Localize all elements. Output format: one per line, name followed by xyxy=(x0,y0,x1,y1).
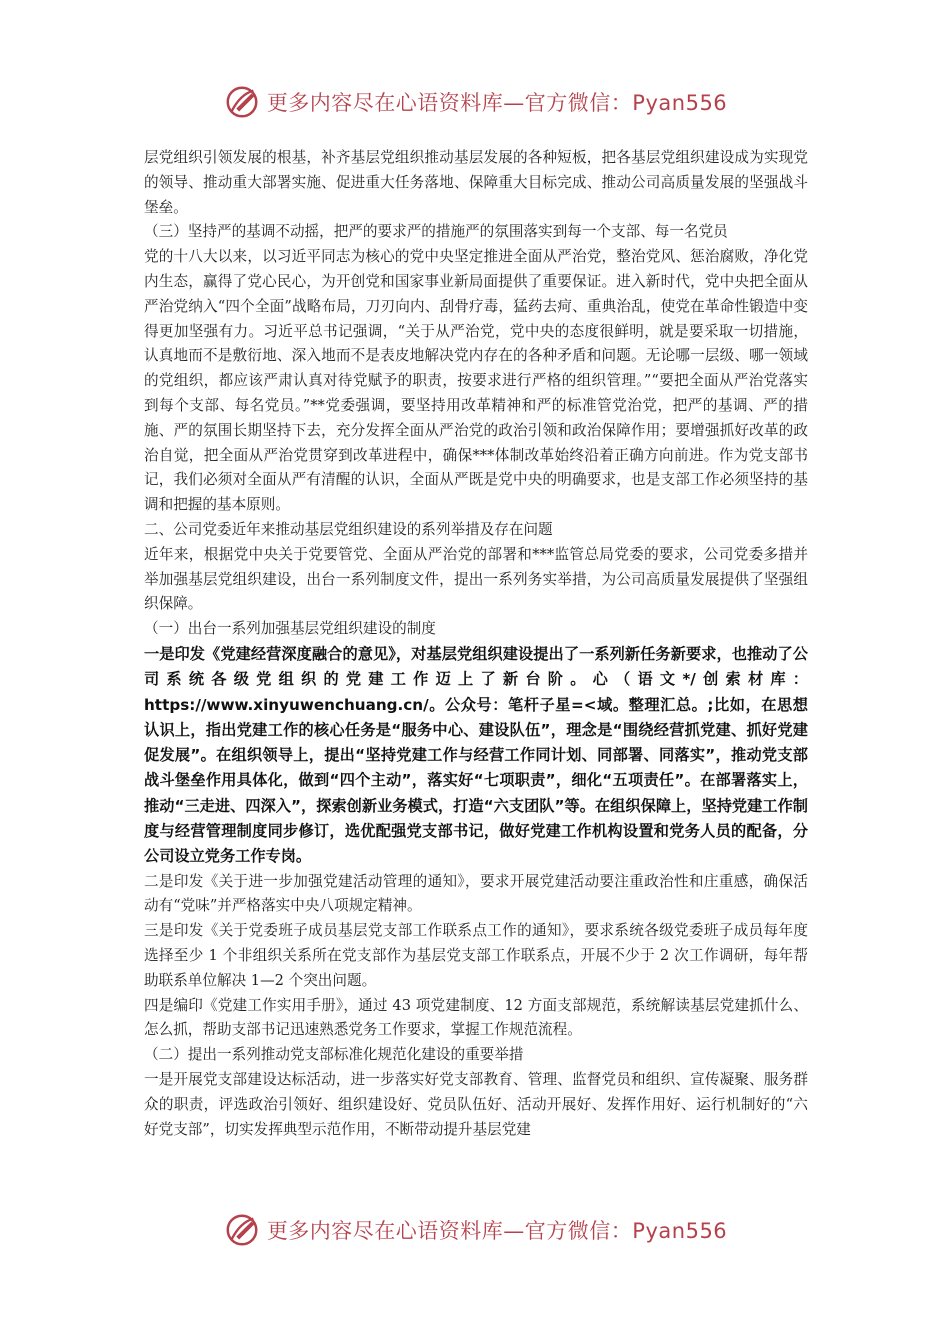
body-paragraph: 三是印发《关于党委班子成员基层党支部工作联系点工作的通知》，要求系统各级党委班子成员每年度选择至少 1 个非组织关系所在党支部作为基层党支部工作联系点，开展不少于 2 次工作调研，每年帮助联系单位解决 1—2 个突出问题。 xyxy=(144,922,808,989)
footer-watermark-banner xyxy=(0,1210,950,1250)
body-paragraph: 四是编印《党建工作实用手册》，通过 43 项党建制度、12 方面支部规范，系统解读基层党建抓什么、怎么抓，帮助支部书记迅速熟悉党务工作要求，掌握工作规范流程。 xyxy=(144,996,808,1039)
body-paragraph: 层党组织引领发展的根基，补齐基层党组织推动基层发展的各种短板，把各基层党组织建设成为实现党的领导、推动重大部署实施、促进重大任务落地、保障重大目标完成、推动公司高质量发展的坚强战斗堡垒。 xyxy=(144,149,808,216)
subsection-heading-1: （一）出台一系列加强基层党组织建设的制度 xyxy=(144,620,436,638)
body-paragraph: 一是开展党支部建设达标活动，进一步落实好党支部教育、管理、监督党员和组织、宣传凝聚、服务群众的职责，评选政治引领好、组织建设好、党员队伍好、活动开展好、发挥作用好、运行机制好的“六好党支部”，切实发挥典型示范作用，不断带动提升基层党建 xyxy=(144,1070,808,1138)
section-heading-3: （三）坚持严的基调不动摇，把严的要求严的措施严的氛围落实到每一个支部、每一名党员 xyxy=(144,223,728,241)
subsection-heading-2: （二）提出一系列推动党支部标准化规范化建设的重要举措 xyxy=(144,1046,524,1064)
header-watermark-text: 更多内容尽在心语资料库—官方微信：Pyan556 xyxy=(266,91,728,115)
body-paragraph: 近年来，根据党中央关于党要管党、全面从严治党的部署和***监管总局党委的要求，公司党委多措并举加强基层党组织建设，出台一系列制度文件，提出一系列务实举措，为公司高质量发展提供了坚强组织保障。 xyxy=(144,545,808,613)
bold-paragraph: 一是印发《党建经营深度融合的意见》，对基层党组织建设提出了一系列新任务新要求，也推动了公司系统各级党组织的党建工作迈上了新台阶。心（语文*/创索材库：https://www.xinyuwenchuang.cn/。公众号：笔杆子星=<域。整理汇总。;比如，在思想认识上，指出党建工作的核心任务是“服务中心、建设队伍”，理念是“围绕经营抓党建、抓好党建促发展”。在组织领导上，提出“坚持党建工作与经营工作同计划、同部署、同落实”，推动党支部战斗堡垒作用具体化，做到“四个主动”，落实好“七项职责”，细化“五项责任”。在部署落实上，推动“三走进、四深入”，探索创新业务模式，打造“六支团队”等。在组织保障上，坚持党建工作制度与经营管理制度同步修订，选优配强党支部书记，做好党建工作机构设置和党务人员的配备，分公司设立党务工作专岗。 xyxy=(144,644,808,866)
section-heading-2: 二、公司党委近年来推动基层党组织建设的系列举措及存在问题 xyxy=(144,520,553,538)
body-paragraph: 党的十八大以来，以习近平同志为核心的党中央坚定推进全面从严治党，整治党风、惩治腐败，净化党内生态，赢得了党心民心，为开创党和国家事业新局面提供了重要保证。进入新时代，党中央把全面从严治党纳入“四个全面”战略布局，刀刃向内、刮骨疗毒，猛药去疴、重典治乱，使党在革命性锻造中变得更加坚强有力。习近平总书记强调，“关于从严治党，党中央的态度很鲜明，就是要采取一切措施，认真地而不是敷衍地、深入地而不是表皮地解决党内存在的各种矛盾和问题。无论哪一层级、哪一领域的党组织，都应该严肃认真对待党赋予的职责，按要求进行严格的组织管理。”“要把全面从严治党落实到每个支部、每名党员。”**党委强调，要坚持用改革精神和严的标准管党治党，把严的基调、严的措施、严的氛围长期坚持下去，充分发挥全面从严治党的政治引领和政治保障作用；要增强抓好改革的政治自觉，把全面从严治党贯穿到改革进程中，确保***体制改革始终沿着正确方向前进。作为党支部书记，我们必须对全面从严有清醒的认识，全面从严既是党中央的明确要求，也是支部工作必须坚持的基调和把握的基本原则。 xyxy=(144,248,808,514)
footer-watermark-text: 更多内容尽在心语资料库—官方微信：Pyan556 xyxy=(266,1219,728,1243)
header-watermark-banner xyxy=(0,82,950,122)
document-body xyxy=(144,146,808,1142)
pen-swirl-logo-icon xyxy=(223,1211,261,1249)
body-paragraph: 二是印发《关于进一步加强党建活动管理的通知》，要求开展党建活动要注重政治性和庄重感，确保活动有“党味”并严格落实中央八项规定精神。 xyxy=(144,872,808,915)
pen-swirl-logo-icon xyxy=(223,83,261,121)
